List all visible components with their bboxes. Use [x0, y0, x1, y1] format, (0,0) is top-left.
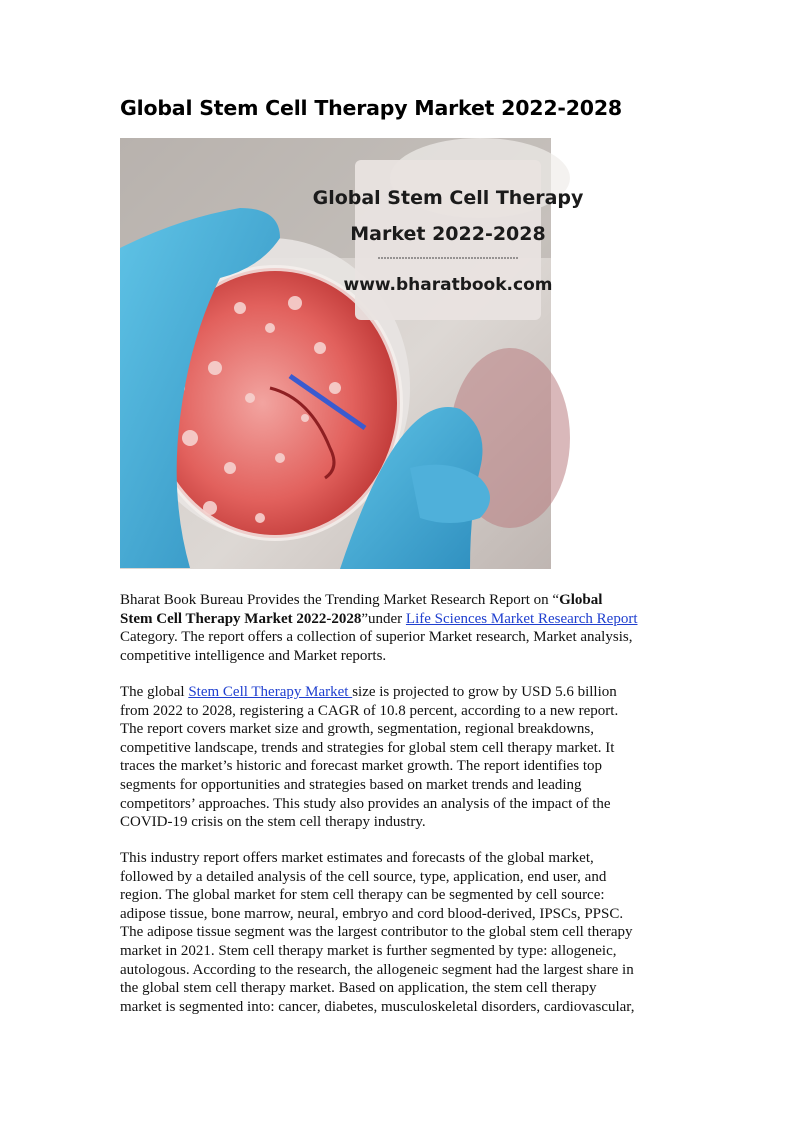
segmentation-line: autologous. According to the research, the allogeneic segment had the largest share in — [120, 961, 634, 978]
market-size-line: segments for opportunities and strategies based on market trends and leading — [120, 776, 582, 793]
market-size-line-1 — [120, 683, 680, 702]
petri-dish-illustration — [120, 138, 584, 569]
intro-line-4: competitive intelligence and Market reports. — [120, 647, 387, 664]
segmentation-line: region. The global market for stem cell therapy can be segmented by cell source: — [120, 887, 605, 904]
page-title: Global Stem Cell Therapy Market 2022-2028 — [120, 96, 622, 120]
segmentation-line: market is segmented into: cancer, diabetes, musculoskeletal disorders, cardiovascular, — [120, 998, 635, 1015]
segmentation-paragraph — [120, 849, 680, 1016]
life-sciences-report-link[interactable]: Life Sciences Market Research Report — [405, 610, 638, 627]
intro-bold-title-part1: Global — [559, 592, 603, 608]
market-size-line: from 2022 to 2028, registering a CAGR of 10.8 percent, according to a new report. — [120, 702, 619, 719]
intro-text: Bharat Book Bureau Provides the Trending Market Research Report on “ — [120, 592, 560, 608]
market-size-text-2: size is projected to grow by USD 5.6 billion — [352, 684, 617, 700]
market-size-line: COVID-19 crisis on the stem cell therapy industry. — [120, 814, 426, 831]
segmentation-line: adipose tissue, bone marrow, neural, embryo and cord blood-derived, IPSCs, PPSC. — [120, 905, 624, 922]
intro-line-3: Category. The report offers a collection of superior Market research, Market analysis, — [120, 629, 633, 646]
hero-overlay-url: www.bharatbook.com — [343, 275, 553, 295]
intro-bold-title-part2: Stem Cell Therapy Market 2022-2028 — [120, 610, 362, 627]
segmentation-line: the global stem cell therapy market. Based on application, the stem cell therapy — [120, 980, 597, 997]
intro-paragraph — [120, 591, 680, 665]
market-size-line: traces the market’s historic and forecast market growth. The report identifies top — [120, 758, 603, 775]
market-size-text: The global — [120, 684, 189, 700]
hero-overlay-title-line2: Market 2022-2028 — [350, 223, 546, 245]
market-size-line: competitive landscape, trends and strategies for global stem cell therapy market. It — [120, 739, 615, 756]
intro-line-2 — [120, 610, 680, 629]
segmentation-line: market in 2021. Stem cell therapy market is further segmented by type: allogeneic, — [120, 942, 617, 959]
market-size-line: The report covers market size and growth, segmentation, regional breakdowns, — [120, 721, 595, 738]
segmentation-line: This industry report offers market estimates and forecasts of the global market, — [120, 850, 594, 866]
segmentation-line: followed by a detailed analysis of the cell source, type, application, end user, and — [120, 868, 607, 885]
intro-text-under: ”under — [361, 610, 406, 627]
segmentation-line: The adipose tissue segment was the largest contributor to the global stem cell therapy — [120, 924, 633, 941]
stem-cell-market-link[interactable]: Stem Cell Therapy Market — [188, 684, 353, 700]
hero-image — [120, 138, 584, 569]
hero-overlay-title-line1: Global Stem Cell Therapy — [312, 187, 584, 209]
market-size-line: competitors’ approaches. This study also provides an analysis of the impact of the — [120, 795, 611, 812]
intro-line-1 — [120, 591, 680, 610]
market-size-paragraph — [120, 683, 680, 832]
